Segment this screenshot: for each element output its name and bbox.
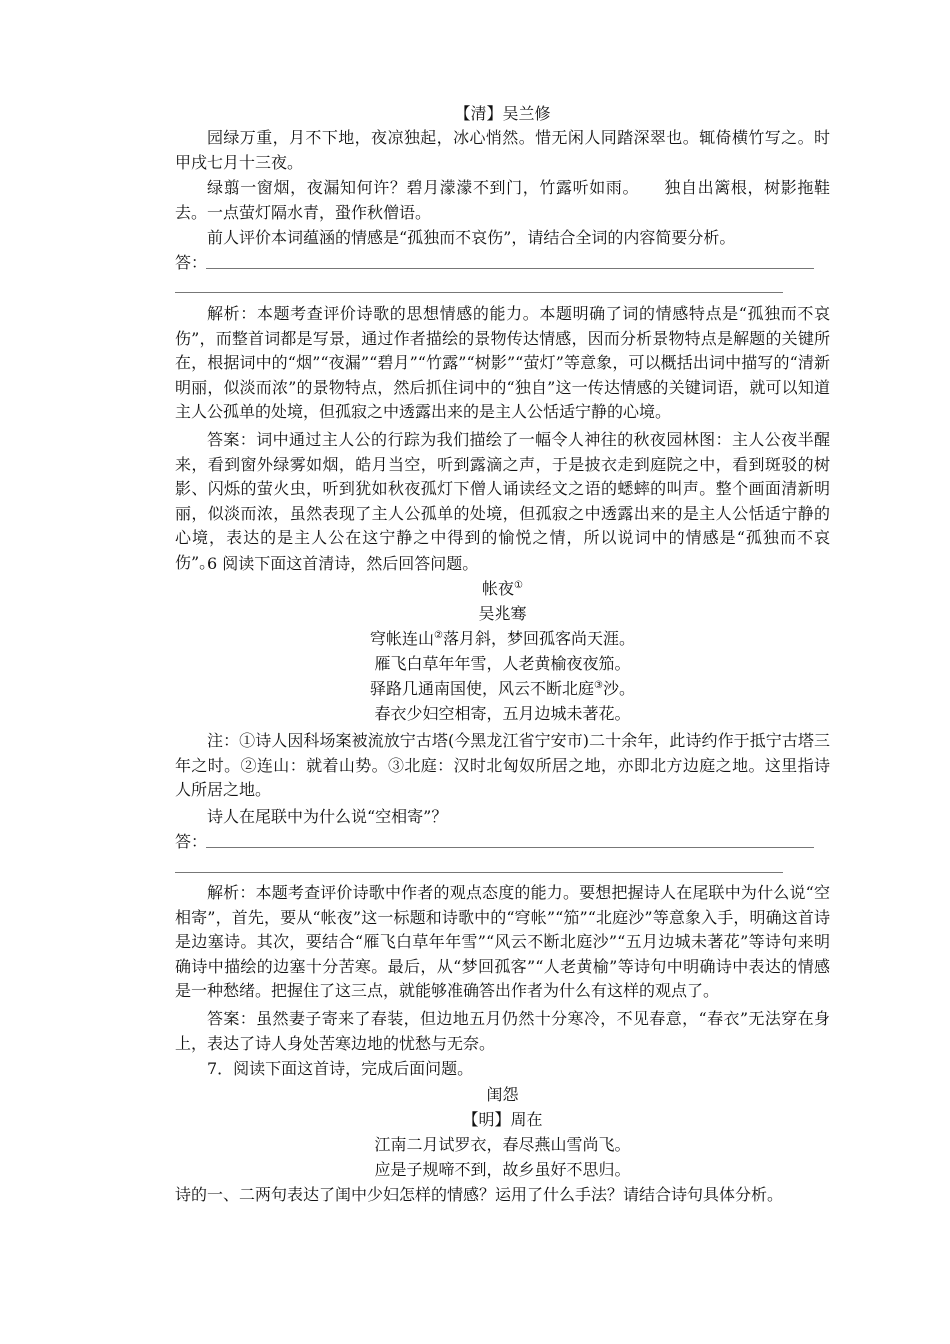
poem1-answer-line-2[interactable] [175,292,783,293]
poem1-answer: 答案：词中通过主人公的行踪为我们描绘了一幅令人神往的秋夜园林图：主人公夜半醒来，看到窗外绿雾如烟，皓月当空，听到露滴之声，于是披衣走到庭院之中，看到斑驳的树影、闪烁的萤火虫，听到犹如秋夜孤灯下僧人诵读经文之语的蟋蟀的叫声。整个画面清新明丽，似淡而浓，虽然表现了主人公孤单的处境，但孤寂之中透露出来的是主人公恬适宁静的心境，表达的是主人公在这宁静之中得到的愉悦之情，所以说词中的情感是“孤独而不哀伤”。 [175,430,830,572]
q6-question: 诗人在尾联中为什么说“空相寄”？ [207,807,448,826]
q6-poem-line-2: 雁飞白草年年雪，人老黄榆夜夜笳。 [374,654,631,673]
q7-poem-line-2: 应是子规啼不到，故乡虽好不思归。 [374,1160,631,1179]
poem1-author: 【清】吴兰修 [454,104,551,123]
poem1-answer-label: 答： [175,253,208,272]
q6-title-text: 帐夜 [482,579,515,598]
q6-author: 吴兆骞 [478,604,527,623]
q6-line1-footnote-mark: ② [434,630,443,641]
q6-answer: 答案：虽然妻子寄来了春装，但边地五月仍然十分寒冷，不见春意，“春衣”无法穿在身上，表达了诗人身处苦寒边地的忧愁与无奈。 [175,1009,830,1053]
poem1-preface: 园绿万重，月不下地，夜凉独起，冰心悄然。惜无闲人同踏深翠也。辄倚横竹写之。时甲戌七月十三夜。 [175,128,830,172]
q7-prompt: 7．阅读下面这首诗，完成后面问题。 [207,1059,474,1078]
q6-poem-line-1 [175,627,830,652]
q6-answer-line-2[interactable] [175,872,783,873]
q6-title-footnote-mark: ① [514,580,523,591]
q6-line3-footnote-mark: ③ [594,680,603,691]
q6-poem-line-4: 春衣少妇空相寄，五月边城未著花。 [374,704,631,723]
q7-question: 诗的一、二两句表达了闺中少妇怎样的情感？运用了什么手法？请结合诗句具体分析。 [175,1185,784,1204]
q6-line1-b: 落月斜，梦回孤客尚天涯。 [442,629,635,648]
q7-title: 闺怨 [486,1085,519,1104]
poem1-answer-line-1[interactable] [206,268,814,269]
q6-analysis: 解析：本题考查评价诗歌中作者的观点态度的能力。要想把握诗人在尾联中为什么说“空相寄”，首先，要从“帐夜”这一标题和诗歌中的“穹帐”“笳”“北庭沙”等意象入手，明确这首诗是边塞诗。其次，要结合“雁飞白草年年雪”“风云不断北庭沙”“五月边城未著花”等诗句来明确诗中描绘的边塞十分苦寒。最后，从“梦回孤客”“人老黄榆”等诗句中明确诗中表达的情感是一种愁绪。把握住了这三点，就能够准确答出作者为什么有这样的观点了。 [175,883,830,1000]
q6-poem-line-3 [175,677,830,702]
q6-line3-b: 沙。 [602,679,635,698]
q6-answer-label: 答： [175,832,208,851]
poem1-analysis: 解析：本题考查评价诗歌的思想情感的能力。本题明确了词的情感特点是“孤独而不哀伤”，而整首词都是写景，通过作者描绘的景物传达情感，因而分析景物特点是解题的关键所在，根据词中的“烟”“夜漏”“碧月”“竹露”“树影”“萤灯”等意象，可以概括出词中描写的“清新明丽，似淡而浓”的景物特点，然后抓住词中的“独自”这一传达情感的关键词语，就可以知道主人公孤单的处境，但孤寂之中透露出来的是主人公恬适宁静的心境。 [175,304,830,421]
q6-title [175,577,830,602]
q6-line1-a: 穹帐连山 [370,629,435,648]
q6-answer-line-1[interactable] [206,847,814,848]
q6-notes: 注：①诗人因科场案被流放宁古塔(今黑龙江省宁安市)二十余年，此诗约作于抵宁古塔三年之时。②连山：就着山势。③北庭：汉时北匈奴所居之地，亦即北方边庭之地。这里指诗人所居之地。 [175,731,830,799]
q6-line3-a: 驿路几通南国使，风云不断北庭 [370,679,595,698]
poem1-question: 前人评价本词蕴涵的情感是“孤独而不哀伤”，请结合全词的内容简要分析。 [207,228,736,247]
q6-prompt: 6 阅读下面这首清诗，然后回答问题。 [207,554,479,573]
poem1-body: 绿翦一窗烟，夜漏知何许？碧月濛濛不到门，竹露听如雨。 独自出篱根，树影拖鞋去。一点萤灯隔水青，蛩作秋僧语。 [175,178,830,222]
q7-poem-line-1: 江南二月试罗衣，春尽燕山雪尚飞。 [374,1135,631,1154]
q7-author: 【明】周在 [462,1110,543,1129]
